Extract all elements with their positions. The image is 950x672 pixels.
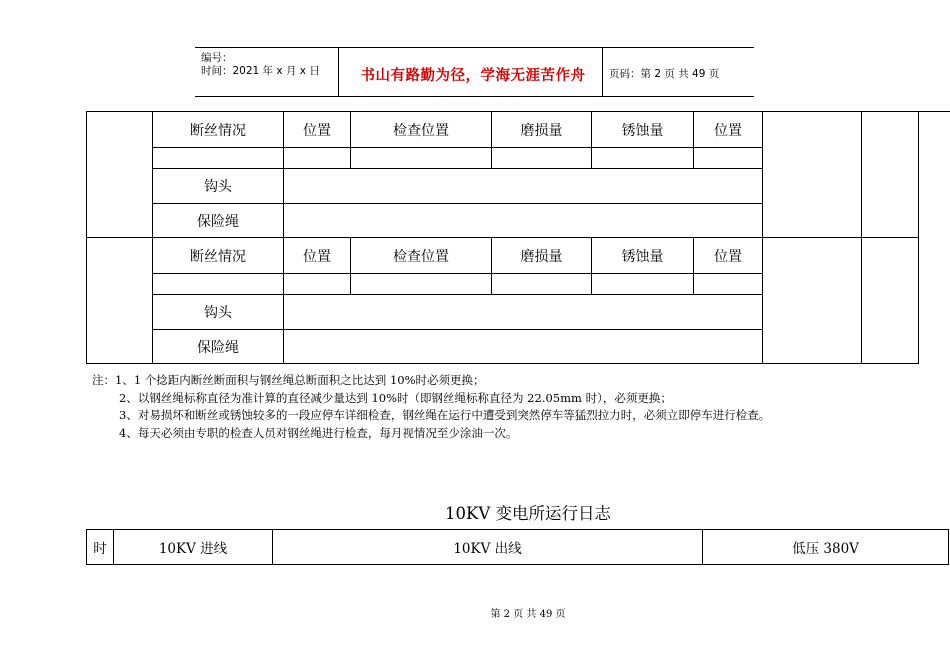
table-cell — [492, 148, 592, 169]
group-label-cell — [87, 112, 153, 238]
column-header: 锈蚀量 — [592, 238, 694, 274]
column-header: 位置 — [694, 238, 763, 274]
signature-cell — [862, 238, 919, 364]
column-header: 10KV 进线 — [114, 530, 273, 565]
table-cell — [694, 274, 763, 295]
header-meta — [201, 52, 320, 78]
column-header: 锈蚀量 — [592, 112, 694, 148]
substation-log-table — [86, 529, 949, 565]
header-page-info: 页码：第 2 页 共 49 页 — [609, 68, 720, 80]
column-header: 时 — [87, 530, 114, 565]
table-cell — [492, 274, 592, 295]
log-title: 10KV 变电所运行日志 — [445, 504, 611, 523]
safety-rope-label: 保险绳 — [153, 330, 284, 364]
header-motto: 书山有路勤为径，学海无涯苦作舟 — [360, 67, 586, 84]
page-header — [195, 47, 754, 97]
safety-rope-label: 保险绳 — [153, 204, 284, 238]
column-header: 位置 — [694, 112, 763, 148]
table-cell — [592, 274, 694, 295]
table-row — [87, 112, 919, 148]
table-edge-line — [918, 111, 950, 112]
hook-label: 钩头 — [153, 295, 284, 330]
note-item: 注：1、1 个捻距内断丝断面积与钢丝绳总断面积之比达到 10%时必须更换； — [92, 373, 485, 387]
column-header: 10KV 出线 — [273, 530, 703, 565]
table-row — [87, 238, 919, 274]
hook-value-cell — [284, 169, 763, 204]
hook-value-cell — [284, 295, 763, 330]
column-header: 低压 380V — [703, 530, 949, 565]
note-item: 3、对易损坏和断丝或锈蚀较多的一段应停车详细检查，钢丝绳在运行中遭受到突然停车等猛烈拉力时，必须立即停车进行检查。 — [119, 408, 771, 422]
column-header: 断丝情况 — [153, 238, 284, 274]
note-item: 4、每天必须由专职的检查人员对钢丝绳进行检查，每月视情况至少涂油一次。 — [119, 425, 518, 440]
table-cell — [592, 148, 694, 169]
table-cell — [351, 148, 492, 169]
remark-cell — [763, 112, 862, 238]
column-header: 检查位置 — [351, 238, 492, 274]
table-cell — [284, 148, 351, 169]
safety-rope-value-cell — [284, 204, 763, 238]
column-header: 位置 — [284, 112, 351, 148]
table-cell — [694, 148, 763, 169]
column-header: 检查位置 — [351, 112, 492, 148]
signature-cell — [862, 112, 919, 238]
table-row — [87, 530, 949, 565]
table-cell — [153, 148, 284, 169]
table-cell — [284, 274, 351, 295]
header-divider — [338, 48, 339, 96]
page-footer: 第 2 页 共 49 页 — [490, 609, 566, 620]
time-label: 时间：2021 年 x 月 x 日 — [201, 65, 320, 77]
remark-cell — [763, 238, 862, 364]
header-divider — [602, 48, 603, 96]
wire-rope-inspection-table — [86, 111, 919, 364]
note-item: 2、以钢丝绳标称直径为准计算的直径减少量达到 10%时（即钢丝绳标称直径为 22.05mm 时），必须更换； — [119, 390, 672, 405]
table-cell — [351, 274, 492, 295]
column-header: 磨损量 — [492, 238, 592, 274]
table-cell — [153, 274, 284, 295]
number-label: 编号： — [201, 52, 233, 64]
column-header: 断丝情况 — [153, 112, 284, 148]
safety-rope-value-cell — [284, 330, 763, 364]
group-label-cell — [87, 238, 153, 364]
column-header: 位置 — [284, 238, 351, 274]
notes-section — [92, 372, 770, 442]
column-header: 磨损量 — [492, 112, 592, 148]
hook-label: 钩头 — [153, 169, 284, 204]
